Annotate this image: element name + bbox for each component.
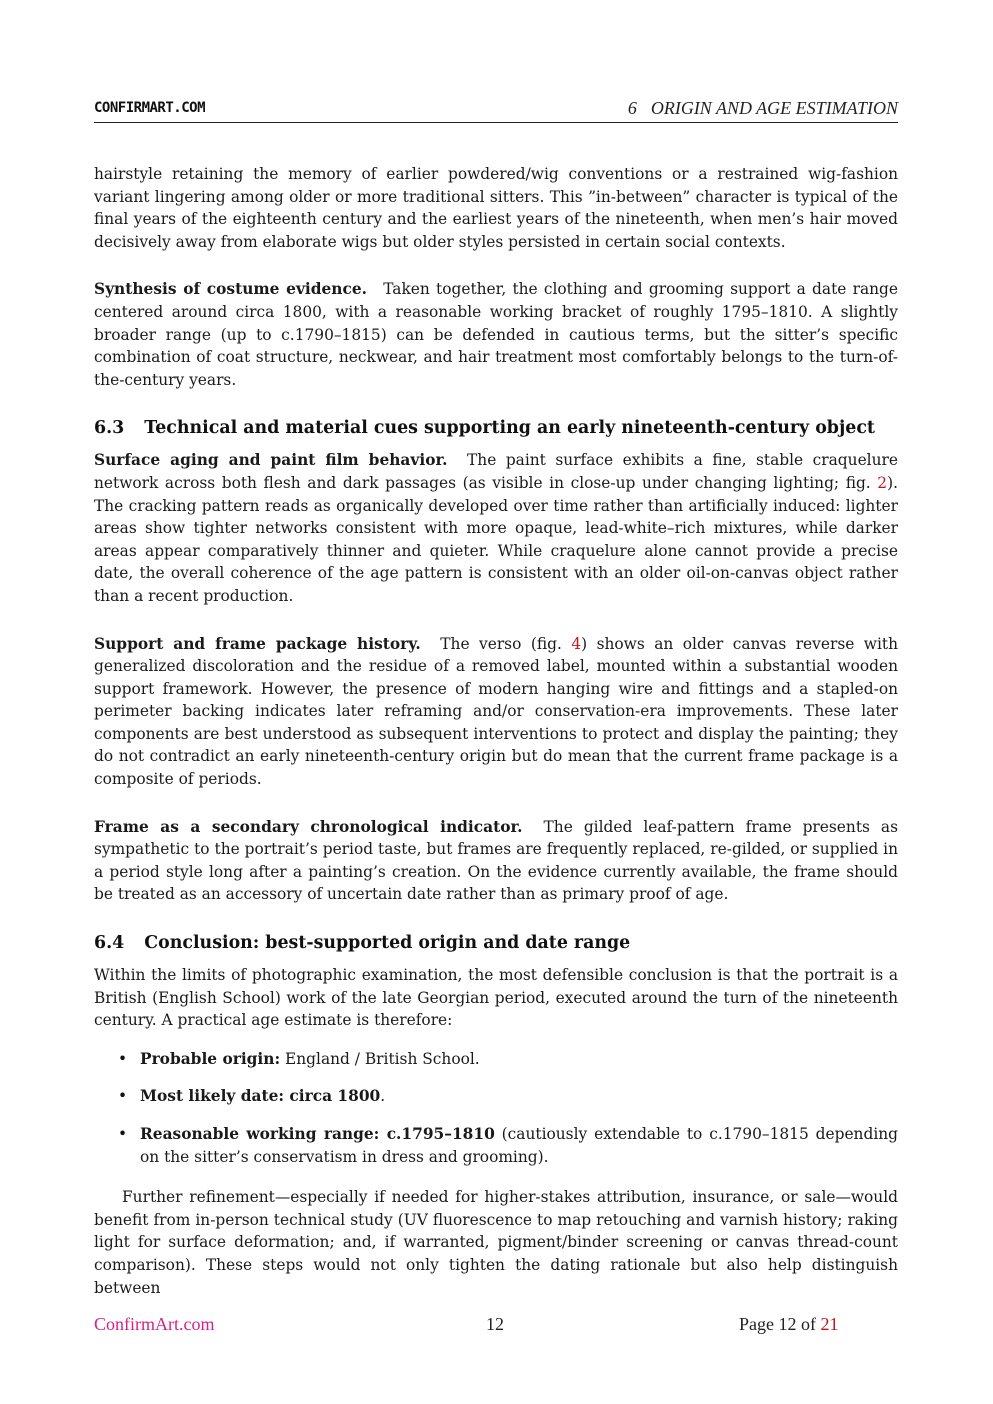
footer-page-number: 12 — [486, 1314, 504, 1334]
paragraph-synthesis — [94, 278, 898, 391]
page-body — [94, 163, 898, 1299]
paragraph-text: ) shows an older canvas reverse with generalized discoloration and the residue of a removed label, mounted within a substantial wooden support framework. However, the presence of modern hanging wire and fittings and a stapled-on perimeter backing indicates later reframing and/or conservation-era improvements. These later components are best understood as subsequent interventions to protect and display the painting; they do not contradict an early nineteenth-century origin but do mean that the current frame package is a composite of periods. — [94, 634, 898, 789]
paragraph-lead: Surface aging and paint film behavior. — [94, 451, 448, 470]
section-number: 6.3 — [94, 418, 125, 439]
section-heading-6-4 — [94, 932, 898, 954]
paragraph-text: The verso (fig. — [440, 634, 572, 653]
running-head-title: ORIGIN AND AGE ESTIMATION — [650, 98, 898, 118]
paragraph-text: The gilded leaf-pattern frame presents as sympathetic to the portrait’s period taste, but frames are frequently replaced, re-gilded, or supplied in a period style long after a painting’s creation. On the evidence currently available, the frame should be treated as an accessory of uncertain date rather than as primary proof of age. — [94, 817, 898, 904]
figure-2-link[interactable]: 2 — [877, 473, 888, 492]
page-header — [94, 98, 898, 123]
section-title: Conclusion: best-supported origin and date range — [144, 933, 631, 954]
paragraph-conclusion: Within the limits of photographic examination, the most defensible conclusion is that the portrait is a British (English School) work of the late Georgian period, executed around the turn of the nineteenth century. A practical age estimate is therefore: — [94, 966, 898, 1030]
section-number: 6.4 — [94, 933, 125, 954]
footer-page-prefix: Page 12 of — [739, 1314, 821, 1334]
paragraph-support-frame — [94, 633, 898, 791]
paragraph-surface-aging — [94, 449, 898, 607]
paragraph-lead: Synthesis of costume evidence. — [94, 280, 367, 299]
paragraph-lead: Support and frame package history. — [94, 634, 421, 653]
list-item-label: Reasonable working range: c.1795–1810 — [140, 1125, 495, 1143]
list-item — [94, 1048, 898, 1071]
conclusion-list — [94, 1048, 898, 1168]
footer-page-count — [739, 1314, 838, 1335]
running-head — [628, 98, 898, 119]
footer-total-pages-link[interactable]: 21 — [820, 1314, 839, 1334]
running-head-number: 6 — [627, 98, 637, 118]
list-item-text: England / British School. — [280, 1049, 480, 1068]
section-heading-6-3 — [94, 417, 898, 439]
paragraph-lead: Frame as a secondary chronological indicator. — [94, 817, 523, 836]
paragraph-further-refinement: Further refinement—especially if needed for higher-stakes attribution, insurance, or sale—would benefit from in-person technical study (UV fluorescence to map retouching and varnish history; raking light for surface deformation; and, if warranted, pigment/binder screening or canvas thread-count comparison). These steps would not only tighten the dating rationale but also help distinguish between — [94, 1188, 898, 1297]
footer-site-link[interactable]: ConfirmArt.com — [94, 1314, 215, 1334]
list-item — [94, 1085, 898, 1108]
paragraph-text: The paint surface exhibits a fine, stable craquelure network across both flesh and dark passages (as visible in close-up under changing lighting; fig. — [94, 451, 898, 492]
list-item-label: Most likely date: circa 1800 — [140, 1087, 381, 1106]
list-item — [94, 1123, 898, 1168]
paragraph-text: ). The cracking pattern reads as organically developed over time rather than artificially induced: lighter areas show tighter networks consistent with more opaque, lead-white–rich mixtures, while darker areas appear comparatively thinner and quieter. While craquelure alone cannot provide a precise date, the overall coherence of the age pattern is consistent with an older oil-on-canvas object rather than a recent production. — [94, 473, 898, 605]
confirmart-logo: CONFIRMART.COM — [94, 100, 206, 116]
section-title: Technical and material cues supporting an early nineteenth-century object — [144, 418, 875, 439]
list-item-text: . — [380, 1087, 386, 1106]
list-item-label: Probable origin: — [140, 1049, 281, 1068]
paragraph-frame-indicator — [94, 816, 898, 906]
paragraph-text: Taken together, the clothing and grooming support a date range centered around circa 1800, with a reasonable working bracket of roughly 1795–1810. A slightly broader range (up to c.1790–1815) can be defended in cautious terms, but the sitter’s specific combination of coat structure, neckwear, and hair treatment most comfortably belongs to the turn-of-the-century years. — [94, 280, 898, 389]
paragraph-hairstyle: hairstyle retaining the memory of earlier powdered/wig conventions or a restrained wig-fashion variant lingering among older or more traditional sitters. This ”in-between” character is typical of the final years of the eighteenth century and the earliest years of the nineteenth, when men’s hair moved decisively away from elaborate wigs but older styles persisted in certain social contexts. — [94, 165, 898, 251]
page-footer — [94, 1314, 898, 1338]
figure-4-link[interactable]: 4 — [571, 634, 582, 653]
list-item-text: (cautiously extendable to c.1790–1815 depending on the sitter’s conservatism in dress and grooming). — [140, 1125, 899, 1166]
